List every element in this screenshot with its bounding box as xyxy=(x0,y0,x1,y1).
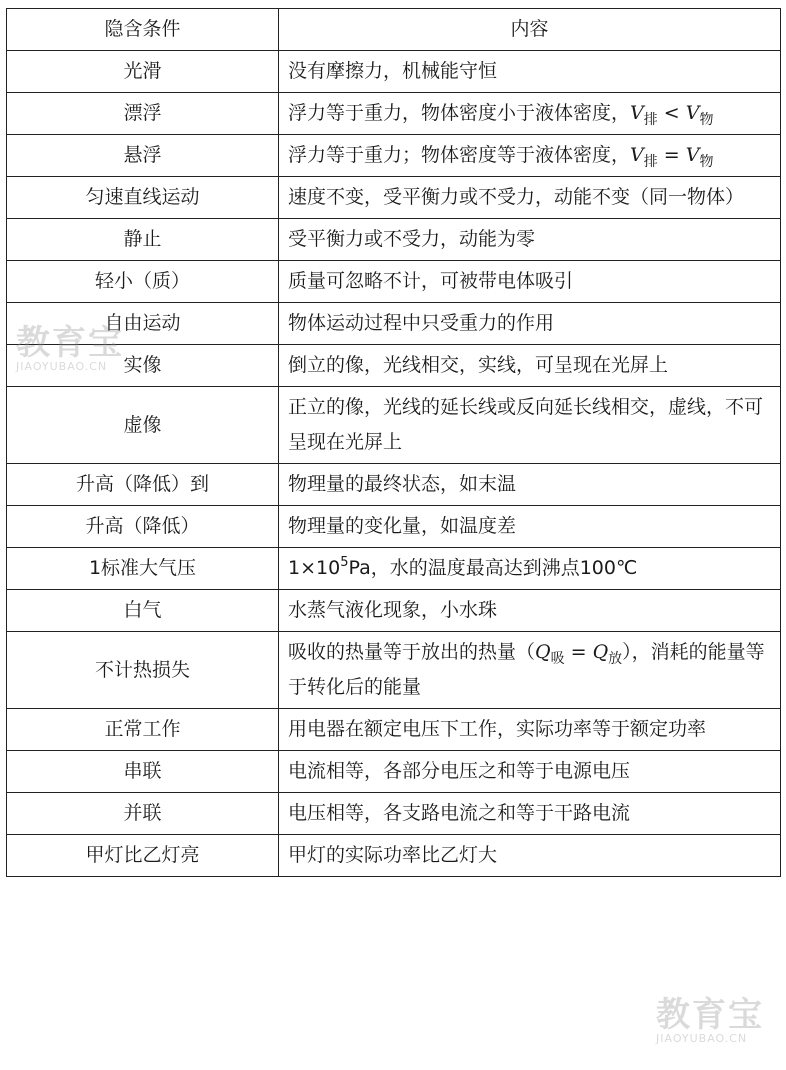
condition-cell: 轻小（质） xyxy=(7,261,279,303)
table-row xyxy=(7,709,781,751)
header-content: 内容 xyxy=(279,9,781,51)
condition-cell: 甲灯比乙灯亮 xyxy=(7,835,279,877)
condition-cell: 光滑 xyxy=(7,51,279,93)
table-row xyxy=(7,51,781,93)
watermark-text: 教育宝 xyxy=(16,323,124,363)
condition-cell: 虚像 xyxy=(7,387,279,464)
content-cell: 速度不变，受平衡力或不受力，动能不变（同一物体） xyxy=(279,177,781,219)
watermark-domain: JIAOYUBAO.CN xyxy=(16,360,108,373)
condition-cell: 匀速直线运动 xyxy=(7,177,279,219)
conditions-table xyxy=(6,8,781,877)
table-row xyxy=(7,177,781,219)
header-condition: 隐含条件 xyxy=(7,9,279,51)
content-cell: 浮力等于重力；物体密度等于液体密度，$V_排 = V_物$ xyxy=(279,135,781,177)
condition-cell: 实像 xyxy=(7,345,279,387)
condition-cell: 1标准大气压 xyxy=(7,548,279,590)
content-cell: 电压相等，各支路电流之和等于干路电流 xyxy=(279,793,781,835)
content-cell: 受平衡力或不受力，动能为零 xyxy=(279,219,781,261)
content-cell: 质量可忽略不计，可被带电体吸引 xyxy=(279,261,781,303)
content-cell: 物理量的最终状态，如末温 xyxy=(279,464,781,506)
watermark-text: 教育宝 xyxy=(656,995,764,1035)
table-row xyxy=(7,464,781,506)
content-cell: 物体运动过程中只受重力的作用 xyxy=(279,303,781,345)
content-cell: 用电器在额定电压下工作，实际功率等于额定功率 xyxy=(279,709,781,751)
watermark-domain: JIAOYUBAO.CN xyxy=(656,1032,748,1045)
table-row xyxy=(7,345,781,387)
table-row xyxy=(7,135,781,177)
content-cell: 甲灯的实际功率比乙灯大 xyxy=(279,835,781,877)
condition-cell: 升高（降低）到 xyxy=(7,464,279,506)
table-row xyxy=(7,751,781,793)
content-cell: 正立的像，光线的延长线或反向延长线相交，虚线，不可呈现在光屏上 xyxy=(279,387,781,464)
condition-cell: 漂浮 xyxy=(7,93,279,135)
content-cell: 倒立的像，光线相交，实线，可呈现在光屏上 xyxy=(279,345,781,387)
condition-cell: 自由运动 xyxy=(7,303,279,345)
table-row xyxy=(7,793,781,835)
condition-cell: 串联 xyxy=(7,751,279,793)
condition-cell: 不计热损失 xyxy=(7,632,279,709)
table-row xyxy=(7,835,781,877)
table-row xyxy=(7,632,781,709)
content-cell: 电流相等，各部分电压之和等于电源电压 xyxy=(279,751,781,793)
table-header-row xyxy=(7,9,781,51)
table-row xyxy=(7,219,781,261)
content-cell: 没有摩擦力，机械能守恒 xyxy=(279,51,781,93)
content-cell: 吸收的热量等于放出的热量$(Q_吸 = Q_放)$，消耗的能量等于转化后的能量 xyxy=(279,632,781,709)
condition-cell: 并联 xyxy=(7,793,279,835)
content-cell: 水蒸气液化现象，小水珠 xyxy=(279,590,781,632)
condition-cell: 悬浮 xyxy=(7,135,279,177)
condition-cell: 正常工作 xyxy=(7,709,279,751)
content-cell: 物理量的变化量，如温度差 xyxy=(279,506,781,548)
condition-cell: 白气 xyxy=(7,590,279,632)
table-row xyxy=(7,303,781,345)
table-row xyxy=(7,548,781,590)
table-row xyxy=(7,387,781,464)
table-row xyxy=(7,261,781,303)
content-cell: 浮力等于重力，物体密度小于液体密度，$V_排 < V_物$ xyxy=(279,93,781,135)
watermark-logo xyxy=(656,995,764,1045)
condition-cell: 静止 xyxy=(7,219,279,261)
content-cell: $1\times 10^5Pa$，水的温度最高达到沸点100℃ xyxy=(279,548,781,590)
table-row xyxy=(7,506,781,548)
table-row xyxy=(7,93,781,135)
table-row xyxy=(7,590,781,632)
condition-cell: 升高（降低） xyxy=(7,506,279,548)
